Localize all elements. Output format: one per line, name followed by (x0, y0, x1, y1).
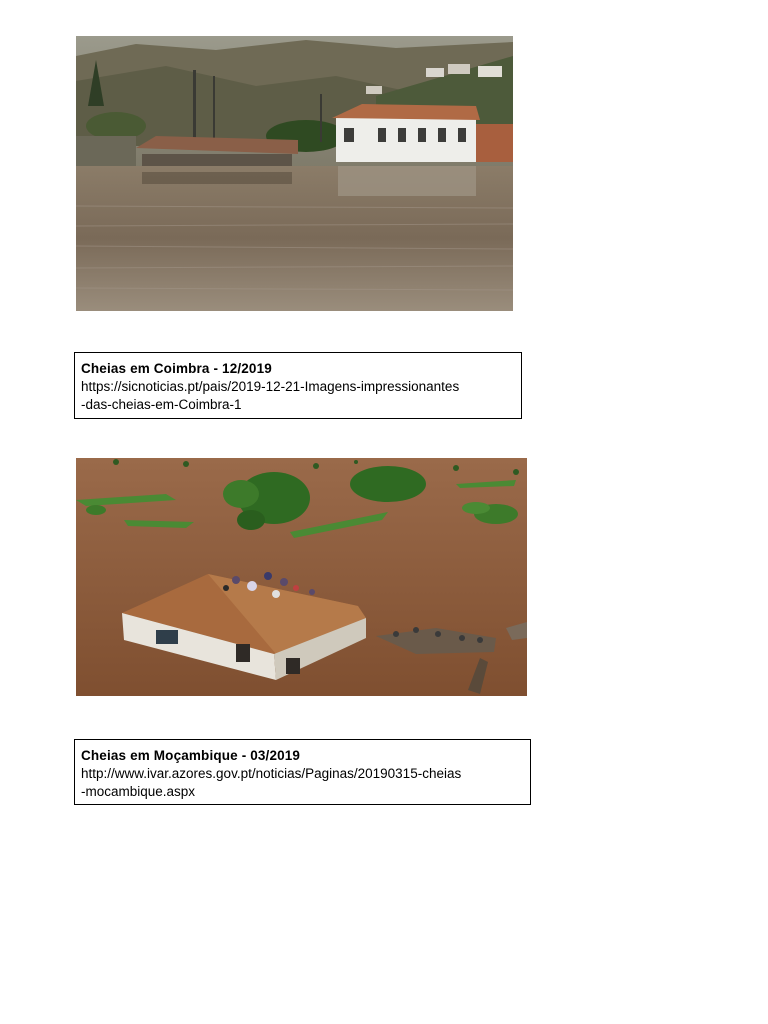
caption-title: Cheias em Coimbra - 12/2019 (81, 361, 272, 376)
source-url-line: -mocambique.aspx (81, 784, 196, 799)
flood-photo-coimbra (76, 36, 513, 311)
flood-coimbra-illustration (76, 36, 513, 311)
caption-box-coimbra (74, 352, 522, 419)
caption-title: Cheias em Moçambique - 03/2019 (81, 748, 301, 763)
source-url-line: http://www.ivar.azores.gov.pt/noticias/Paginas/20190315-cheias (81, 766, 462, 781)
source-url-line: -das-cheias-em-Coimbra-1 (81, 397, 242, 412)
source-url-line: https://sicnoticias.pt/pais/2019-12-21-Imagens-impressionantes (81, 379, 460, 394)
caption-box-mozambique (74, 739, 531, 805)
flood-photo-mozambique (76, 458, 527, 696)
flood-mozambique-illustration (76, 458, 527, 696)
